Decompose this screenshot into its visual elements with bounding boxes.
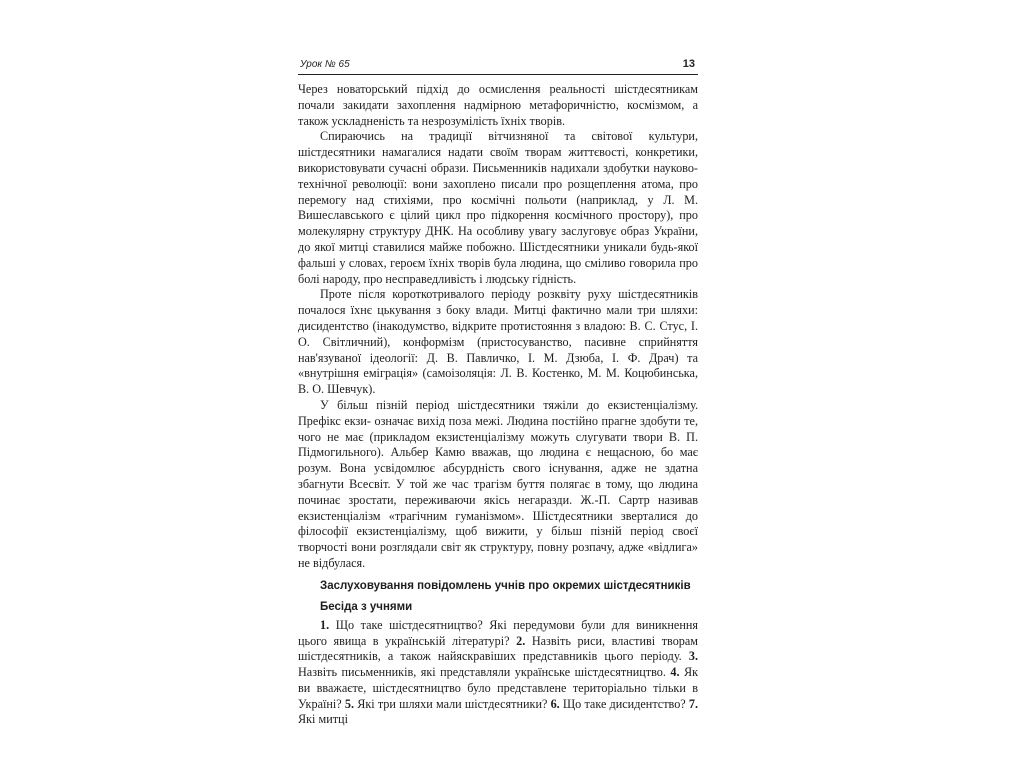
question-number: 4. xyxy=(670,665,680,680)
lesson-label: Урок № 65 xyxy=(300,59,350,70)
question-number: 3. xyxy=(688,649,698,664)
paragraph: У більш пізній період шістдесятники тяжіли до екзистенціалізму. Префікс екзи- означає вихід поза межі. Людина постійно прагне здобути те, чого не має (прикладом екзистенціалізму можуть слугувати твори В. П. Підмогильного). Альбер Камю вважав, що людина є нещасною, бо має розум. Вона усвідомлює абсурдність свого існування, адже не здатна збагнути Всесвіт. У той же час трагізм буття полягає в тому, що людина починає зростати, переживаючи якісь негаразди. Ж.-П. Сартр називав екзистенціалізм «трагічним гуманізмом». Шістдесятники зверталися до філософії екзистенціалізму, щоб вижити, у більш пізній період своєї творчості вони розглядали світ як структуру, повну розпачу, адже «відлига» не відбулася. xyxy=(298,397,698,570)
paragraph: Спираючись на традиції вітчизняної та світової культури, шістдесятники намагалися надати своїм творам життєвості, конкретики, використовувати сучасні образи. Письменників надихали здобутки науково-технічної революції: вони захоплено писали про розщеплення атома, про перемогу над стихіями, про космічні польоти (наприклад, у Л. М. Вишеславського є цілий цикл про підкорення космічного простору), про молекулярну структуру ДНК. На особливу увагу заслуговує образ України, до якої митці ставилися майже побожно. Шістдесятники уникали будь-якої фальші у словах, героєм їхніх творів була людина, що сміливо говорила про болі народу, про несправедливість і людську гідність. xyxy=(298,129,698,286)
questions-paragraph xyxy=(298,618,698,729)
section-heading-reports: Заслуховування повідомлень учнів про окремих шістдесятників xyxy=(320,579,691,592)
page-number: 13 xyxy=(682,58,695,70)
question-text: Назвіть риси, властиві творам шістдесятників, а також найяскравіших представників цього періоду. xyxy=(298,633,699,664)
question-number: 2. xyxy=(516,633,526,648)
question-number: 7. xyxy=(688,696,699,711)
question-number: 6. xyxy=(550,696,560,711)
question-text: Що таке дисидентство? xyxy=(562,696,686,711)
question-text: Як ви вважаєте, шістдесятництво було представлене територіально тільки в Україні? xyxy=(298,665,698,711)
section-heading-conversation: Бесіда з учнями xyxy=(320,600,413,613)
paragraph: Проте після короткотривалого періоду розквіту руху шістдесятників почалося їхнє цькування з боку влади. Митці фактично мали три шляхи: дисидентство (інакодумство, відкрите протистояння з владою: В. С. Стус, І. О. Світличний), конформізм (пристосуванство, пасивне сприйняття нав'язуваної ідеології: Д. В. Павличко, І. М. Дзюба, І. Ф. Драч) та «внутрішня еміграція» (самоізоляція: Л. В. Костенко, М. М. Коцюбинська, В. О. Шевчук). xyxy=(298,287,698,397)
question-text: Які митці xyxy=(298,712,348,727)
paragraph: Через новаторський підхід до осмислення реальності шістдесятникам почали закидати захоплення надмірною метафоричністю, космізмом, а також ускладненість та незрозумілість їхніх творів. xyxy=(298,82,698,128)
page-body xyxy=(298,82,698,728)
question-text: Які три шляхи мали шістдесятники? xyxy=(357,696,548,711)
question-number: 5. xyxy=(344,696,355,711)
page-header xyxy=(298,58,698,75)
question-text: Назвіть письменників, які представляли українське шістдесятництво. xyxy=(298,665,666,680)
question-number: 1. xyxy=(320,617,330,632)
question-text: Що таке шістдесятництво? Які передумови були для виникнення цього явища в українській літературі? xyxy=(298,617,698,648)
